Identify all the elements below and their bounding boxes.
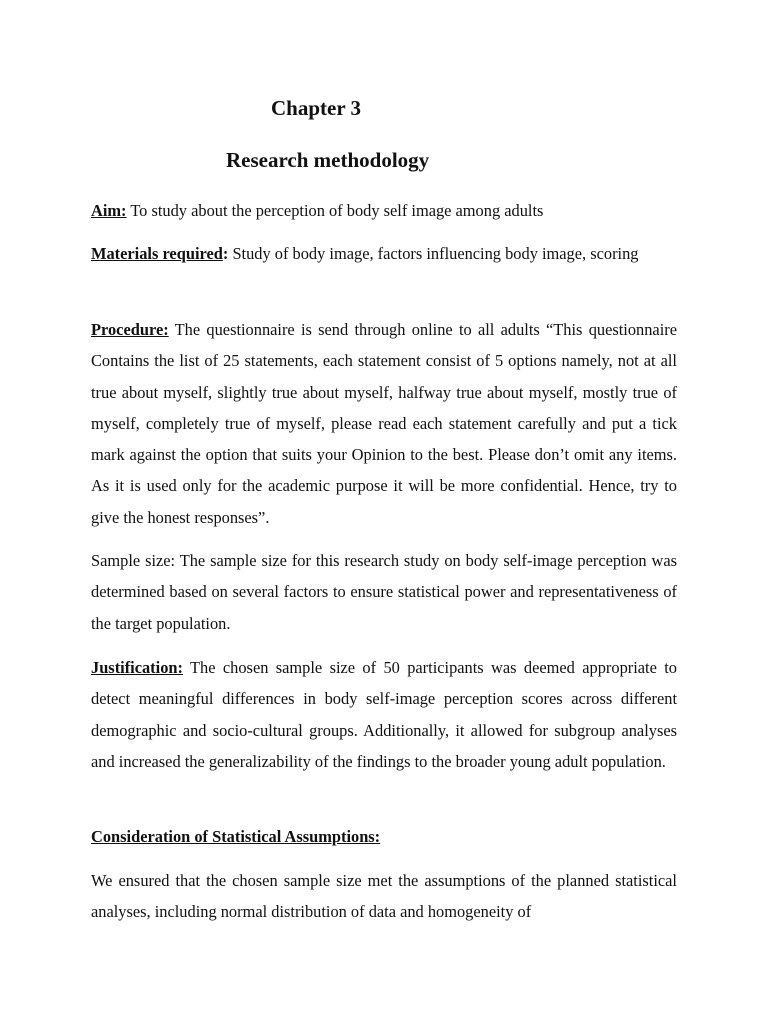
materials-label: Materials required — [91, 244, 223, 263]
materials-paragraph — [91, 238, 677, 269]
aim-text: To study about the perception of body self image among adults — [126, 201, 544, 220]
materials-colon: : — [222, 244, 229, 263]
sample-size-text: Sample size: The sample size for this research study on body self-image perception was determined based on several factors to ensure statistical power and representativeness of the target population. — [91, 551, 677, 633]
aim-paragraph — [91, 195, 677, 226]
procedure-text: The questionnaire is send through online to all adults “This questionnaire Contains the list of 25 statements, each statement consist of 5 options namely, not at all true about myself, slightly true about myself, halfway true about myself, mostly true of myself, completely true of myself, please read each statement carefully and put a tick mark against the option that suits your Opinion to the best. Please don’t omit any items. As it is used only for the academic purpose it will be more confidential. Hence, try to give the honest responses”. — [91, 320, 677, 527]
sample-size-paragraph — [91, 545, 677, 639]
procedure-paragraph — [91, 314, 677, 533]
materials-text: Study of body image, factors influencing body image, scoring — [228, 244, 639, 263]
ensured-paragraph — [91, 865, 677, 928]
justification-text: The chosen sample size of 50 participants was deemed appropriate to detect meaningful differences in body self-image perception scores across different demographic and socio-cultural groups. Additionally, it allowed for subgroup analyses and increased the generalizability of the findings to the broader young adult population. — [91, 658, 677, 771]
aim-label: Aim: — [91, 201, 127, 220]
ensured-text: We ensured that the chosen sample size met the assumptions of the planned statistical analyses, including normal distribution of data and homogeneity of — [91, 871, 677, 922]
chapter-title: Chapter 3 — [271, 96, 362, 120]
justification-paragraph — [91, 652, 677, 777]
consideration-label: Consideration of Statistical Assumptions: — [91, 827, 381, 846]
justification-label: Justification: — [91, 658, 183, 677]
section-title: Research methodology — [226, 148, 430, 172]
consideration-heading — [91, 821, 677, 852]
procedure-label: Procedure: — [91, 320, 169, 339]
